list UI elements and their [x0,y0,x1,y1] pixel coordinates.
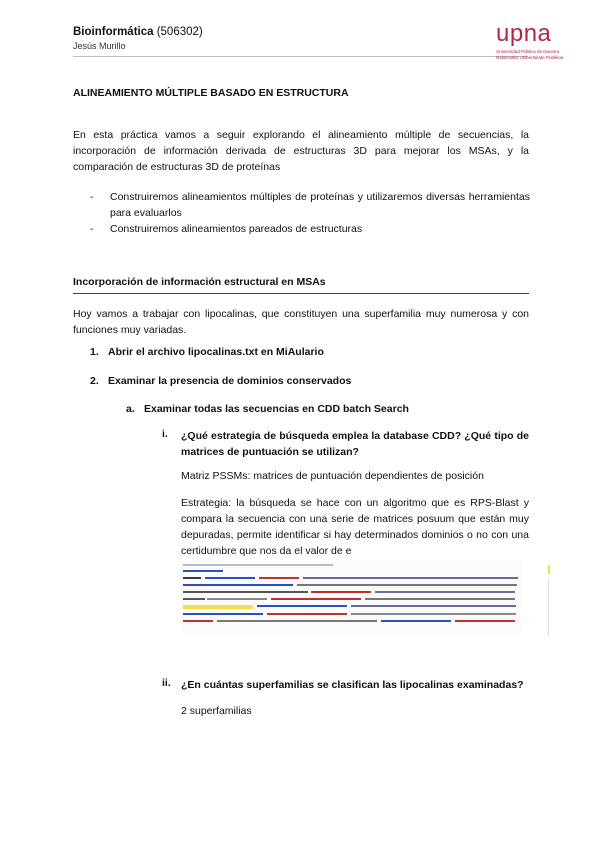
logo-subtitle-1: Universidad Pública de Navarra [496,49,560,54]
figure-edge-line [548,578,549,636]
course-code: (506302) [153,26,203,38]
section-divider [73,293,529,294]
course-name: Bioinformática [73,26,154,38]
question-ii-text: ¿En cuántas superfamilias se clasifican las lipocalinas examinadas? [181,679,524,691]
document-title: ALINEAMIENTO MÚLTIPLE BASADO EN ESTRUCTURA [73,87,349,99]
step-text: Abrir el archivo lipocalinas.txt en MiAulario [108,346,324,358]
step-text: Examinar la presencia de dominios conservados [108,375,352,387]
logo-subtitle-2: Nafarroako Unibertsitate Publikoa [496,54,564,60]
objectives-list [90,189,530,237]
substep-number: a. [126,403,135,415]
step-number: 2. [90,375,99,387]
upna-logo [496,22,576,60]
question-ii-number: ii. [162,677,171,689]
section-heading: Incorporación de información estructural en MSAs [73,276,326,288]
question-i-text: ¿Qué estrategia de búsqueda emplea la database CDD? ¿Qué tipo de matrices de puntuación se utilizan? [181,430,529,458]
figure-highlight-mark [548,565,550,574]
course-title [73,26,203,38]
substep-text: Examinar todas las secuencias en CDD batch Search [144,403,409,415]
answer-matrix: Matriz PSSMs: matrices de puntuación dependientes de posición [181,470,484,482]
answer-strategy: Estrategia: la búsqueda se hace con un algoritmo que es RPS-Blast y compara la secuencia con una serie de matrices posuum que están muy depuradas, permite identificar si hay determinados dominios o no con una certidumbre que nos da el valor de e [181,497,529,557]
list-item: - Construiremos alineamientos múltiples de proteínas y utilizaremos diversas herramientas para evaluarlos [90,191,530,219]
logo-text: upna [496,20,552,47]
list-item: - Construiremos alineamientos pareados de estructuras [90,223,363,235]
intro-paragraph: En esta práctica vamos a seguir explorando el alineamiento múltiple de secuencias, la incorporación de información derivada de estructuras 3D para mejorar los MSAs, y la comparación de estructuras 3D de proteínas [73,129,529,173]
bullet-text: Construiremos alineamientos múltiples de proteínas y utilizaremos diversas herramientas para evaluarlos [110,191,530,219]
step-number: 1. [90,346,99,358]
cdd-results-screenshot [181,561,523,633]
author: Jesús Murillo [73,41,126,51]
question-i-number: i. [162,428,168,440]
answer-superfamilies: 2 superfamilias [181,705,252,717]
bullet-text: Construiremos alineamientos pareados de estructuras [110,223,363,235]
header-divider [73,56,528,57]
section-intro: Hoy vamos a trabajar con lipocalinas, que constituyen una superfamilia muy numerosa y con funciones muy variadas. [73,308,529,336]
